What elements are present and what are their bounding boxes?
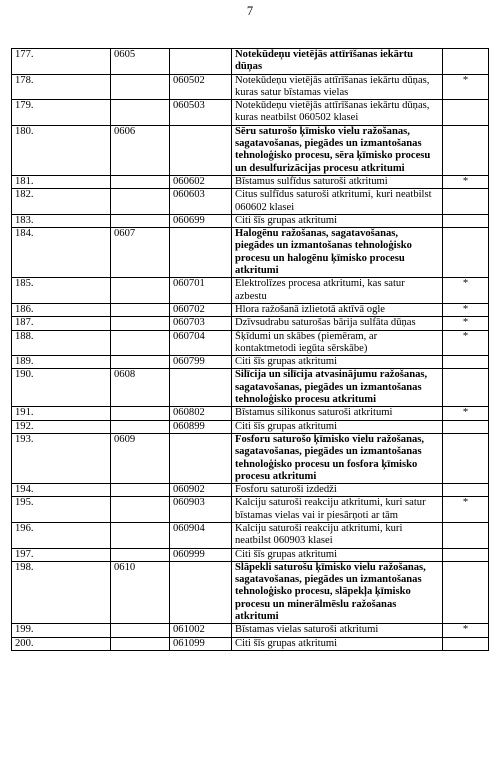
description-cell: Citi šīs grupas atkritumi xyxy=(232,637,443,650)
table-row xyxy=(12,433,489,483)
waste-code-cell xyxy=(170,49,232,75)
row-number-cell: 187. xyxy=(12,317,111,330)
group-code-cell xyxy=(111,407,170,420)
table-row xyxy=(12,303,489,316)
hazard-mark-cell: * xyxy=(443,407,489,420)
group-code-cell xyxy=(111,317,170,330)
hazard-mark-cell xyxy=(443,125,489,175)
waste-code-cell: 060503 xyxy=(170,100,232,126)
row-number-cell: 189. xyxy=(12,356,111,369)
table-row xyxy=(12,278,489,304)
hazard-mark-cell xyxy=(443,100,489,126)
row-number-cell: 183. xyxy=(12,214,111,227)
waste-code-cell: 060802 xyxy=(170,407,232,420)
description-cell: Silīcija un silīcija atvasinājumu ražošanas, sagatavošanas, piegādes un izmantošanas tehnoloģisko procesu atkritumi xyxy=(232,369,443,407)
description-cell: Fosforu saturošo ķīmisko vielu ražošanas, sagatavošanas, piegādes un izmantošanas tehnoloģisko procesu un fosfora ķīmisko procesu atkritumi xyxy=(232,433,443,483)
table-row xyxy=(12,330,489,356)
description-cell: Hlora ražošanā izlietotā aktīvā ogle xyxy=(232,303,443,316)
group-code-cell xyxy=(111,100,170,126)
waste-code-cell: 060903 xyxy=(170,497,232,523)
waste-code-cell: 061099 xyxy=(170,637,232,650)
description-cell: Bīstamas vielas saturoši atkritumi xyxy=(232,624,443,637)
group-code-cell xyxy=(111,214,170,227)
hazard-mark-cell: * xyxy=(443,330,489,356)
table-row xyxy=(12,484,489,497)
group-code-cell: 0608 xyxy=(111,369,170,407)
group-code-cell xyxy=(111,303,170,316)
group-code-cell: 0607 xyxy=(111,228,170,278)
row-number-cell: 177. xyxy=(12,49,111,75)
hazard-mark-cell: * xyxy=(443,317,489,330)
waste-code-cell: 060902 xyxy=(170,484,232,497)
hazard-mark-cell xyxy=(443,637,489,650)
table-row xyxy=(12,497,489,523)
waste-code-cell: 060702 xyxy=(170,303,232,316)
description-cell: Sēru saturošo ķīmisko vielu ražošanas, sagatavošanas, piegādes un izmantošanas tehnoloģisko procesu, sēra ķīmisko procesu un desulfurizācijas procesu atkritumi xyxy=(232,125,443,175)
row-number-cell: 194. xyxy=(12,484,111,497)
table-row xyxy=(12,624,489,637)
group-code-cell xyxy=(111,330,170,356)
description-cell: Citi šīs grupas atkritumi xyxy=(232,548,443,561)
table-row xyxy=(12,420,489,433)
table-row xyxy=(12,228,489,278)
hazard-mark-cell: * xyxy=(443,624,489,637)
hazard-mark-cell xyxy=(443,49,489,75)
page-number: 7 xyxy=(246,4,254,18)
description-cell: Elektrolīzes procesa atkritumi, kas satur azbestu xyxy=(232,278,443,304)
waste-code-cell: 060603 xyxy=(170,189,232,215)
row-number-cell: 186. xyxy=(12,303,111,316)
group-code-cell xyxy=(111,624,170,637)
hazard-mark-cell xyxy=(443,356,489,369)
group-code-cell xyxy=(111,189,170,215)
waste-code-cell xyxy=(170,228,232,278)
description-cell: Bīstamus silikonus saturoši atkritumi xyxy=(232,407,443,420)
hazard-mark-cell xyxy=(443,548,489,561)
hazard-mark-cell: * xyxy=(443,278,489,304)
row-number-cell: 197. xyxy=(12,548,111,561)
hazard-mark-cell xyxy=(443,484,489,497)
table-row xyxy=(12,637,489,650)
hazard-mark-cell xyxy=(443,420,489,433)
description-cell: Citi šīs grupas atkritumi xyxy=(232,214,443,227)
table-row xyxy=(12,125,489,175)
table-row xyxy=(12,356,489,369)
row-number-cell: 185. xyxy=(12,278,111,304)
hazard-mark-cell: * xyxy=(443,303,489,316)
waste-classification-table xyxy=(11,48,489,651)
row-number-cell: 190. xyxy=(12,369,111,407)
hazard-mark-cell xyxy=(443,214,489,227)
table-row xyxy=(12,522,489,548)
table-row xyxy=(12,74,489,100)
table-row xyxy=(12,407,489,420)
row-number-cell: 182. xyxy=(12,189,111,215)
group-code-cell: 0606 xyxy=(111,125,170,175)
waste-code-cell: 060799 xyxy=(170,356,232,369)
group-code-cell xyxy=(111,522,170,548)
table-row xyxy=(12,317,489,330)
row-number-cell: 179. xyxy=(12,100,111,126)
row-number-cell: 195. xyxy=(12,497,111,523)
description-cell: Notekūdeņu vietējās attīrīšanas iekārtu dūņas xyxy=(232,49,443,75)
hazard-mark-cell: * xyxy=(443,175,489,188)
table-row xyxy=(12,100,489,126)
table-body xyxy=(12,49,489,651)
waste-code-cell: 060899 xyxy=(170,420,232,433)
table-row xyxy=(12,561,489,623)
row-number-cell: 192. xyxy=(12,420,111,433)
hazard-mark-cell xyxy=(443,369,489,407)
group-code-cell xyxy=(111,548,170,561)
row-number-cell: 191. xyxy=(12,407,111,420)
hazard-mark-cell xyxy=(443,228,489,278)
description-cell: Notekūdeņu vietējās attīrīšanas iekārtu dūņas, kuras satur bīstamas vielas xyxy=(232,74,443,100)
group-code-cell xyxy=(111,74,170,100)
hazard-mark-cell: * xyxy=(443,497,489,523)
table-row xyxy=(12,189,489,215)
hazard-mark-cell: * xyxy=(443,74,489,100)
group-code-cell xyxy=(111,278,170,304)
waste-code-cell: 060703 xyxy=(170,317,232,330)
row-number-cell: 188. xyxy=(12,330,111,356)
table-row xyxy=(12,548,489,561)
row-number-cell: 200. xyxy=(12,637,111,650)
row-number-cell: 193. xyxy=(12,433,111,483)
waste-code-cell xyxy=(170,433,232,483)
row-number-cell: 178. xyxy=(12,74,111,100)
waste-code-cell: 060701 xyxy=(170,278,232,304)
table-row xyxy=(12,214,489,227)
description-cell: Citus sulfīdus saturoši atkritumi, kuri neatbilst 060602 klasei xyxy=(232,189,443,215)
description-cell: Fosforu saturoši izdedži xyxy=(232,484,443,497)
hazard-mark-cell xyxy=(443,561,489,623)
description-cell: Dzīvsudrabu saturošas bārija sulfāta dūņas xyxy=(232,317,443,330)
hazard-mark-cell xyxy=(443,433,489,483)
group-code-cell xyxy=(111,484,170,497)
row-number-cell: 199. xyxy=(12,624,111,637)
description-cell: Kalciju saturoši reakciju atkritumi, kuri neatbilst 060903 klasei xyxy=(232,522,443,548)
table-row xyxy=(12,49,489,75)
waste-code-cell: 060502 xyxy=(170,74,232,100)
row-number-cell: 180. xyxy=(12,125,111,175)
description-cell: Slāpekli saturošu ķīmisko vielu ražošanas, sagatavošanas, piegādes un izmantošanas tehnoloģisko procesu, slāpekļa ķīmisko procesu un minerālmēslu ražošanas atkritumi xyxy=(232,561,443,623)
group-code-cell xyxy=(111,175,170,188)
waste-code-cell: 060999 xyxy=(170,548,232,561)
waste-code-cell: 060699 xyxy=(170,214,232,227)
description-cell: Kalciju saturoši reakciju atkritumi, kuri satur bīstamas vielas vai ir piesārņoti ar tām xyxy=(232,497,443,523)
description-cell: Halogēnu ražošanas, sagatavošanas, piegādes un izmantošanas tehnoloģisko procesu un halogēnu ķīmisko procesu atkritumi xyxy=(232,228,443,278)
row-number-cell: 181. xyxy=(12,175,111,188)
group-code-cell xyxy=(111,497,170,523)
group-code-cell xyxy=(111,420,170,433)
group-code-cell xyxy=(111,356,170,369)
waste-code-cell: 061002 xyxy=(170,624,232,637)
description-cell: Šķīdumi un skābes (piemēram, ar kontaktmetodi iegūta sērskābe) xyxy=(232,330,443,356)
table-row xyxy=(12,369,489,407)
waste-code-cell xyxy=(170,369,232,407)
table-row xyxy=(12,175,489,188)
waste-code-cell xyxy=(170,125,232,175)
description-cell: Bīstamus sulfīdus saturoši atkritumi xyxy=(232,175,443,188)
group-code-cell: 0605 xyxy=(111,49,170,75)
row-number-cell: 184. xyxy=(12,228,111,278)
hazard-mark-cell xyxy=(443,189,489,215)
group-code-cell xyxy=(111,637,170,650)
hazard-mark-cell xyxy=(443,522,489,548)
row-number-cell: 198. xyxy=(12,561,111,623)
row-number-cell: 196. xyxy=(12,522,111,548)
group-code-cell: 0609 xyxy=(111,433,170,483)
waste-code-cell: 060602 xyxy=(170,175,232,188)
group-code-cell: 0610 xyxy=(111,561,170,623)
waste-code-cell: 060704 xyxy=(170,330,232,356)
waste-code-cell xyxy=(170,561,232,623)
description-cell: Citi šīs grupas atkritumi xyxy=(232,420,443,433)
description-cell: Citi šīs grupas atkritumi xyxy=(232,356,443,369)
waste-code-cell: 060904 xyxy=(170,522,232,548)
description-cell: Notekūdeņu vietējās attīrīšanas iekārtu dūņas, kuras neatbilst 060502 klasei xyxy=(232,100,443,126)
